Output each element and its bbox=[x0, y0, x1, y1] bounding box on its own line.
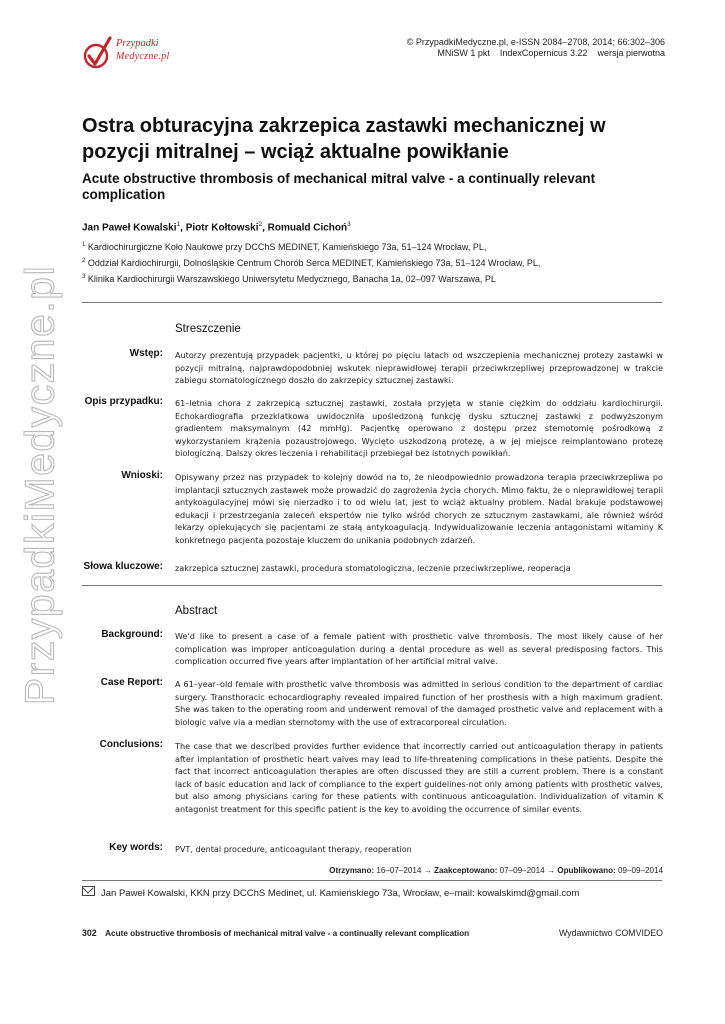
affiliation-text: Klinika Kardiochirurgii Warszawskiego Uniwersytetu Medycznego, Banacha 1a, 02–097 Warszawa, PL bbox=[87, 274, 496, 284]
running-title: Acute obstructive thrombosis of mechanical mitral valve - a continually relevant complication bbox=[105, 929, 470, 938]
envelope-icon bbox=[82, 886, 95, 896]
affiliation-number: 3 bbox=[82, 274, 86, 280]
affiliation bbox=[82, 272, 496, 285]
author-affiliation-index: 3 bbox=[347, 221, 351, 228]
case-report-label: Case Report: bbox=[100, 677, 163, 688]
correspondence bbox=[82, 886, 579, 899]
author-name: Piotr Kołtowski bbox=[185, 222, 259, 234]
background-label: Background: bbox=[101, 629, 163, 640]
published-label: Opublikowano: bbox=[557, 866, 616, 875]
divider bbox=[82, 585, 662, 586]
affiliation-text: Kardiochirurgiczne Koło Naukowe przy DCChS MEDINET, Kamieńskiego 73a, 51–124 Wrocław, PL, bbox=[87, 242, 487, 252]
case-report-text: A 61–year–old female with prosthetic valve thrombosis was admitted in serious condition to the department of cardiac surgery. Transthoracic echocardiography revealed impaired function of her prosthesis with a high maximum gradient. She was taken to the operating room and underwent removal of the damaged prosthetic valve and replacement with a biologic valve via a median sternotomy with the use of extracorporeal circulation. bbox=[175, 679, 663, 727]
background-text: We'd like to present a case of a female patient with prosthetic valve thrombosis. The most likely cause of her complication was improper anticoagulation during a dental procedure as well as several predisposing factors. This complication occurred five years after implantation of her artificial mitral valve. bbox=[175, 631, 663, 666]
key-words-text: PVT, dental procedure, anticoagulant therapy, reoperation bbox=[175, 844, 412, 854]
author-affiliation-index: 1 bbox=[176, 221, 181, 228]
affiliation-text: Oddział Kardiochirurgii, Dolnośląskie Centrum Chorób Serca MEDINET, Kamieńskiego 73a, 51–124 Wrocław, PL, bbox=[87, 258, 541, 268]
received-date: 16–07–2014 bbox=[376, 866, 422, 875]
divider bbox=[82, 302, 662, 303]
arrow-icon: → bbox=[546, 866, 556, 875]
arrow-icon: → bbox=[423, 866, 432, 875]
checkmark-logo-icon bbox=[82, 34, 116, 76]
author-affiliation-index: 2 bbox=[258, 221, 263, 228]
slowa-kluczowe-text: zakrzepica sztucznej zastawki, procedura stomatologiczna, leczenie przeciwkrzepliwe, reoperacja bbox=[175, 563, 571, 573]
affiliation-number: 2 bbox=[82, 258, 86, 264]
wnioski-label: Wnioski: bbox=[121, 470, 163, 481]
correspondence-text[interactable]: Jan Paweł Kowalski, KKN przy DCChS Medinet, ul. Kamieńskiego 73a, Wrocław, e–mail: kowalskimd@gmail.com bbox=[101, 888, 580, 899]
page-footer bbox=[82, 928, 469, 938]
affiliation-number: 1 bbox=[82, 242, 86, 248]
publisher: Wydawnictwo COMVIDEO bbox=[558, 928, 663, 938]
journal-meta bbox=[407, 37, 665, 59]
conclusions-label: Conclusions: bbox=[99, 739, 163, 750]
page-number: 302 bbox=[82, 928, 97, 938]
streszczenie-heading: Streszczenie bbox=[175, 323, 241, 335]
published-date: 09–09–2014 bbox=[617, 866, 663, 875]
journal-citation: © PrzypadkiMedyczne.pl, e-ISSN 2084–2708, 2014; 66:302–306 bbox=[406, 37, 665, 47]
divider bbox=[82, 880, 662, 881]
logo-text-line2: Medyczne.pl bbox=[116, 51, 170, 62]
affiliation bbox=[82, 240, 486, 253]
conclusions-text: The case that we described provides further evidence that incorrectly carried out anticoagulation therapy in patients after implantation of prosthetic heart valves may lead to life-threatening complications in these patients. Despite the fact that incorrect anticoagulation therapies are often discussed they are still a current problem. There is a constant lack of basic education and lack of compliance to the expert guidelines-not only among patients with prosthetic valves, but also among physicians caring for these patients with continuous anticoagulation. Individualization of vitamin K antagonist treatment for this specific patient is the key to avoiding the occurrence of similar events. bbox=[175, 741, 663, 814]
slowa-kluczowe-label: Słowa kluczowe: bbox=[83, 561, 163, 572]
received-label: Otrzymano: bbox=[329, 866, 375, 875]
abstract-heading: Abstract bbox=[175, 605, 218, 617]
accepted-label: Zaakceptowano: bbox=[434, 866, 498, 875]
opis-przypadku-label: Opis przypadku: bbox=[84, 396, 163, 407]
accepted-date: 07–09–2014 bbox=[499, 866, 545, 875]
wstep-text: Autorzy prezentują przypadek pacjentki, u której po pięciu latach od wszczepienia mechanicznej protezy zastawki w pozycji mitralną, najprawdopodobniej wskutek nieprawidłowej terapii przeciwkrzepliwej przeprowadzonej w trakcie zabiegu stomatologicznego doszło do zakrzepicy sztucznej zastawki. bbox=[175, 350, 663, 385]
key-words-label: Key words: bbox=[109, 842, 163, 853]
opis-przypadku-text: 61–letnia chora z zakrzepicą sztucznej zastawki, została przyjęta w stanie ciężkim do oddziału kardiochirurgii. Echokardiografia przezklatkowa uwidoczniła upośledzoną funkcję dysku sztucznej zastawki z podwyższonym gradientem maksymalnym (42 mmHg). Pacjentkę operowano z dostępu przez sternotomię pośrodkową z wykorzystaniem krążenia pozaustrojowego. Wycięto uszkodzoną protezę, a w jej miejsce reimplantowano protezę biologiczną. Dalszy okres leczenia i rehabilitacji przebiegał bez istotnych powikłań. bbox=[175, 398, 663, 458]
wstep-label: Wstęp: bbox=[129, 348, 163, 359]
article-subtitle: Acute obstructive thrombosis of mechanical mitral valve - a continually relevant complication bbox=[82, 171, 596, 202]
logo-text-line1: Przypadki bbox=[116, 38, 159, 49]
publication-dates bbox=[329, 866, 663, 875]
author-name: Romuald Cichoń bbox=[267, 222, 348, 234]
journal-logo[interactable] bbox=[82, 30, 212, 82]
side-watermark: PrzypadkiMedyczne.pl bbox=[16, 264, 63, 706]
article-title: Ostra obturacyjna zakrzepica zastawki mechanicznej w pozycji mitralnej – wciąż aktualne powikłanie bbox=[82, 115, 606, 163]
affiliation bbox=[82, 256, 540, 269]
author-name: Jan Paweł Kowalski bbox=[82, 222, 177, 234]
wnioski-text: Opisywany przez nas przypadek to kolejny dowód na to, że nieodpowiednio prowadzona terapia przeciwkrzepliwa po implantacji sztucznych zastawek może prowadzić do zagrożenia życia chorych. Mimo faktu, że o nieprawidłowej terapii antykoagulacyjnej mówi się nierzadko i to od wielu lat, jest to wciąż aktualny problem. Nadal brakuje podstawowej edukacji i przestrzegania zaleceń ekspertów nie tylko wśród chorych ze sztucznym zastawkami, ale również wśród lekarzy opiekujących się pacjentami ze stałą antykoagulacją. Indywidualizowanie leczenia antagonistami witaminy K konkretnego pacjenta pozostaje kluczem do unikania podobnych zdarzeń. bbox=[175, 472, 663, 545]
journal-indexing: MNiSW 1 pkt IndexCopernicus 3.22 wersja pierwotna bbox=[437, 48, 665, 58]
author-list: Jan Paweł Kowalski$^1$, Piotr Kołtowski$^2$, Romuald Cichoń$^3$ bbox=[82, 221, 351, 234]
